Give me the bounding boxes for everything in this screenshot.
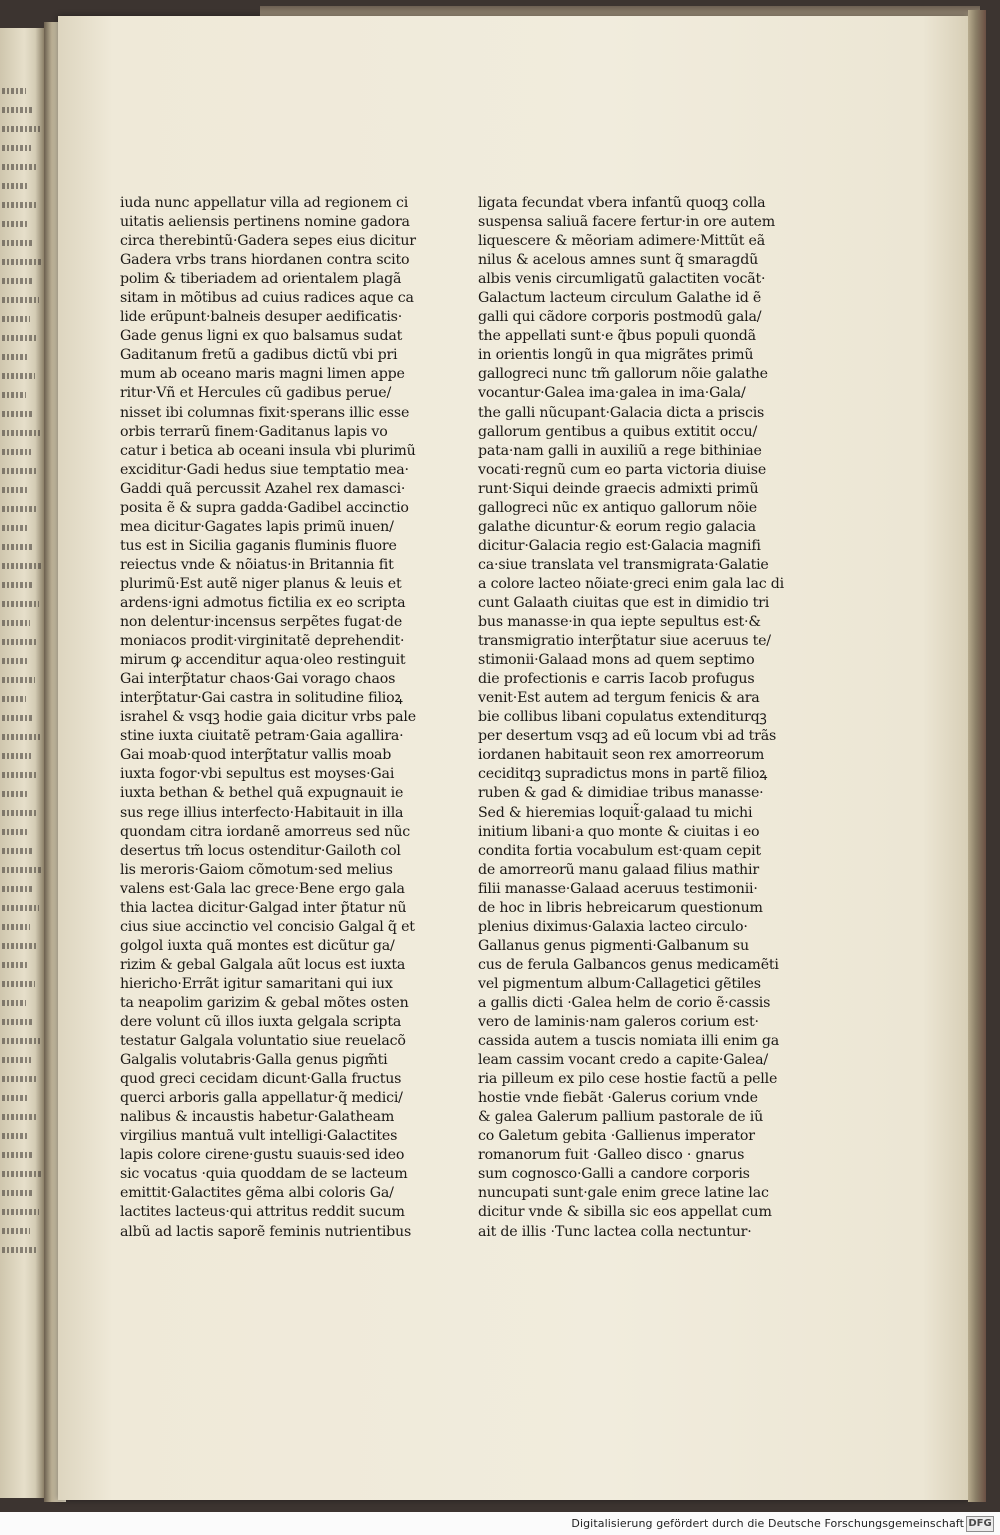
- left-column-line: plurimũ·Est autẽ niger planus & leuis et: [120, 575, 402, 592]
- left-column-line: sitam in mõtibus ad cuius radices aque ca: [120, 290, 414, 307]
- left-column-line: circa therebintũ·Gadera sepes eius dicitur: [120, 233, 416, 250]
- facing-page-text-mark: [2, 373, 35, 379]
- facing-page-text-mark: [2, 411, 33, 417]
- right-column-line: liquescere & mẽoriam adimere·Mittũt eã: [478, 233, 765, 250]
- right-column-line: vocantur·Galea ima·galea in ima·Gala/: [478, 385, 746, 402]
- facing-page-text-mark: [2, 1095, 29, 1101]
- facing-page-text-mark: [2, 487, 29, 493]
- left-column-line: interp̃tatur·Gai castra in solitudine filioꝝ: [120, 690, 403, 707]
- right-column-line: ca·siue translata vel transmigrata·Galatie: [478, 556, 769, 573]
- right-column-line: ait de illis ·Tunc lactea colla nectuntur·: [478, 1223, 752, 1240]
- left-column-line: hiericho·Errãt igitur samaritani qui iux: [120, 975, 393, 992]
- left-column-line: lactites lacteus·qui attritus reddit sucum: [120, 1204, 405, 1221]
- left-column-line: ardens·igni admotus fictilia ex eo scripta: [120, 594, 406, 611]
- facing-page-text-mark: [2, 506, 36, 512]
- left-column-line: rizim & gebal Galgala aũt locus est iuxta: [120, 956, 406, 973]
- facing-page-text-mark: [2, 601, 39, 607]
- left-column-line: quod greci cecidam dicunt·Galla fructus: [120, 1071, 402, 1088]
- facing-page-text-mark: [2, 88, 26, 94]
- facing-page-text-mark: [2, 240, 34, 246]
- right-column-line: dicitur vnde & sibilla sic eos appellat cum: [478, 1204, 772, 1221]
- facing-page-text-mark: [2, 278, 32, 284]
- right-column-line: de hoc in libris hebreicarum questionum: [478, 899, 763, 916]
- facing-page-text-mark: [2, 259, 41, 265]
- left-column-line: polim & tiberiadem ad orientalem plagã: [120, 271, 402, 288]
- left-column-line: lide erũpunt·balneis desuper aedificatis·: [120, 309, 403, 326]
- right-column-line: Sed & hieremias loquit̃·galaad tu michi: [478, 804, 753, 821]
- left-column-line: quondam citra iordanẽ amorreus sed nũc: [120, 823, 411, 840]
- left-column-line: reiectus vnde & nõiatus·in Britannia fit: [120, 556, 394, 573]
- left-column-line: tus est in Sicilia gaganis fluminis fluore: [120, 537, 397, 554]
- right-column-line: transmigratio interp̃tatur siue aceruus te/: [478, 633, 771, 650]
- left-column-line: orbis terrarũ finem·Gaditanus lapis vo: [120, 423, 388, 440]
- facing-page-text-mark: [2, 753, 31, 759]
- left-column-line: Gai moab·quod interp̃tatur vallis moab: [120, 747, 392, 764]
- right-column-line: hostie vnde fiebãt ·Galerus corium vnde: [478, 1090, 758, 1107]
- facing-page-text-mark: [2, 905, 39, 911]
- facing-page-text-mark: [2, 164, 38, 170]
- right-column-line: plenius diximus·Galaxia lacteo circulo·: [478, 918, 748, 935]
- left-column-line: Gai interp̃tatur chaos·Gai vorago chaos: [120, 671, 396, 688]
- facing-page-text-mark: [2, 430, 40, 436]
- facing-page-text-mark: [2, 183, 29, 189]
- right-column-line: bie collibus libani copulatus extenditurqꝫ: [478, 709, 767, 726]
- facing-page-text-mark: [2, 1190, 32, 1196]
- left-column-line: testatur Galgala voluntatio siue reuelacõ: [120, 1033, 406, 1050]
- right-column-line: a gallis dicti ·Galea helm de corio ẽ·cassis: [478, 994, 771, 1011]
- right-column-line: the galli nũcupant·Galacia dicta a priscis: [478, 404, 765, 421]
- left-column-line: lapis colore cirene·gustu suauis·sed ideo: [120, 1147, 405, 1164]
- facing-page-text-mark: [2, 867, 41, 873]
- facing-page-text-mark: [2, 335, 37, 341]
- right-column-line: the appellati sunt·e q̃bus populi quondã: [478, 328, 756, 345]
- facing-page-text-mark: [2, 734, 40, 740]
- facing-page-text-mark: [2, 1019, 33, 1025]
- right-column-line: stimonii·Galaad mons ad quem septimo: [478, 652, 755, 669]
- right-column-line: Galactum lacteum circulum Galathe id ẽ: [478, 290, 762, 307]
- left-column-line: mirum ꝙ accenditur aqua·oleo restinguit: [120, 652, 406, 669]
- right-column-line: in orientis longũ in qua migrãtes primũ: [478, 347, 754, 364]
- right-column-line: die profectionis e carris Iacob profugus: [478, 671, 755, 688]
- facing-page-text-mark: [2, 924, 30, 930]
- facing-page-text-mark: [2, 316, 30, 322]
- facing-page-text-mark: [2, 525, 27, 531]
- right-column-line: cunt Galaath ciuitas que est in dimidio tri: [478, 594, 770, 611]
- facing-page-text-mark: [2, 582, 32, 588]
- left-column-line: Gadera vrbs trans hiordanen contra scito: [120, 252, 410, 269]
- left-column-line: mea dicitur·Gagates lapis primũ inuen/: [120, 518, 394, 535]
- left-column-line: catur i betica ab oceani insula vbi plurimũ: [120, 442, 416, 459]
- left-column-line: Galgalis volutabris·Galla genus pigm̃ti: [120, 1052, 388, 1069]
- right-column-line: iordanen habitauit seon rex amorreorum: [478, 747, 765, 764]
- right-column-line: dicitur·Galacia regio est·Galacia magnifi: [478, 537, 761, 554]
- right-column-line: Gallanus genus pigmenti·Galbanum su: [478, 937, 749, 954]
- right-column-line: gallogreci nũc ex antiquo gallorum nõie: [478, 499, 758, 516]
- page-fore-edge: [968, 10, 986, 1502]
- right-column-line: condita fortia vocabulum est·quam cepit: [478, 842, 761, 859]
- left-column-line: israhel & vsqꝫ hodie gaia dicitur vrbs pale: [120, 709, 416, 726]
- right-column-line: & galea Galerum pallium pastorale de iũ: [478, 1109, 764, 1126]
- left-column-line: lis meroris·Gaiom cõmotum·sed melius: [120, 861, 393, 878]
- left-column-line: Gaddi quã percussit Azahel rex damasci·: [120, 480, 406, 497]
- left-column-line: querci arboris galla appellatur·q̃ medici/: [120, 1090, 403, 1107]
- left-column-line: desertus tm̃ locus ostenditur·Gailoth col: [120, 842, 401, 859]
- facing-page-text-mark: [2, 658, 28, 664]
- right-column-line: bus manasse·in qua iepte sepultus est·&: [478, 614, 761, 631]
- dfg-logo: DFG: [966, 1516, 994, 1532]
- left-column-line: nisset ibi columnas fixit·sperans illic esse: [120, 404, 410, 421]
- facing-page-text-mark: [2, 1247, 37, 1253]
- facing-page-text-mark: [2, 468, 38, 474]
- right-column-line: de amorreorũ manu galaad filius mathir: [478, 861, 759, 878]
- right-column-line: ruben & gad & dimidiae tribus manasse·: [478, 785, 764, 802]
- left-column-line: exciditur·Gadi hedus siue temptatio mea·: [120, 461, 409, 478]
- text-column-left: [120, 194, 445, 1242]
- left-column-line: virgilius mantuã vult intelligi·Galactites: [120, 1128, 398, 1145]
- facing-page-text-mark: [2, 715, 33, 721]
- right-column-line: gallogreci nunc tm̃ gallorum nõie galathe: [478, 366, 768, 383]
- facing-page-text-mark: [2, 1000, 26, 1006]
- facing-page-text-mark: [2, 221, 27, 227]
- right-column-line: initium libani·a quo monte & ciuitas i eo: [478, 823, 760, 840]
- facing-page-text-mark: [2, 563, 41, 569]
- left-column-line: emittit·Galactites gẽma albi coloris Ga/: [120, 1185, 394, 1202]
- right-column-line: albis venis circumligatũ galactiten vocãt·: [478, 271, 766, 288]
- right-column-line: ceciditqꝫ supradictus mons in partẽ filioꝝ: [478, 766, 768, 783]
- right-column-line: runt·Siqui deinde graecis admixti primũ: [478, 480, 759, 497]
- left-column-line: iuda nunc appellatur villa ad regionem ci: [120, 195, 409, 211]
- facing-page-text-mark: [2, 981, 35, 987]
- facing-page-edge: [0, 28, 44, 1498]
- facing-page-text-mark: [2, 1133, 27, 1139]
- facing-page-text-mark: [2, 145, 31, 151]
- right-column-line: co Galetum gebita ·Gallienus imperator: [478, 1128, 755, 1145]
- right-column-line: vero de laminis·nam galeros corium est·: [478, 1014, 759, 1031]
- facing-page-text-mark: [2, 1228, 30, 1234]
- facing-page-text-mark: [2, 639, 37, 645]
- right-column-line: pata·nam galli in auxiliũ a rege bithiniae: [478, 442, 762, 459]
- facing-page-text-mark: [2, 848, 34, 854]
- left-column-line: golgol iuxta quã montes est dicũtur ga/: [120, 937, 395, 954]
- left-column-line: posita ẽ & supra gadda·Gadibel accinctio: [120, 499, 409, 516]
- right-column-line: romanorum fuit ·Galleo disco · gnarus: [478, 1147, 745, 1164]
- right-column-line: gallorum gentibus a quibus extitit occu/: [478, 423, 758, 440]
- left-column-line: sus rege illius interfecto·Habitauit in illa: [120, 804, 404, 821]
- facing-page-text-mark: [2, 1038, 40, 1044]
- left-column-line: albũ ad lactis saporẽ feminis nutrientibus: [120, 1223, 412, 1240]
- facing-page-text-mark: [2, 772, 38, 778]
- facing-page-text-mark: [2, 107, 33, 113]
- facing-page-text-mark: [2, 392, 26, 398]
- right-column-line: leam cassim vocant credo a capite·Galea/: [478, 1052, 768, 1069]
- right-column-line: cassida autem a tuscis nomiata illi enim ga: [478, 1033, 780, 1050]
- left-column-line: ta neapolim garizim & gebal mõtes osten: [120, 994, 409, 1011]
- facing-page-text-mark: [2, 620, 30, 626]
- right-column-line: suspensa saliuã facere fertur·in ore autem: [478, 214, 775, 231]
- book-page: [58, 16, 968, 1500]
- right-column-line: galathe dicuntur·& eorum regio galacia: [478, 518, 756, 535]
- left-column-line: iuxta bethan & bethel quã expugnauit ie: [120, 785, 404, 802]
- left-column-line: ritur·Vñ et Hercules cũ gadibus perue/: [120, 385, 392, 402]
- facing-page-text-mark: [2, 1209, 39, 1215]
- left-column-line: iuxta fogor·vbi sepultus est moyses·Gai: [120, 766, 395, 783]
- facing-page-text-mark: [2, 886, 32, 892]
- left-column-line: thia lactea dicitur·Galgad inter p̃tatur nũ: [120, 899, 407, 916]
- right-column-line: per desertum vsqꝫ ad eũ locum vbi ad trãs: [478, 728, 777, 745]
- facing-page-text-mark: [2, 1114, 36, 1120]
- left-column-line: Gaditanum fretũ a gadibus dictũ vbi pri: [120, 347, 398, 364]
- right-column-line: cus de ferula Galbancos genus medicamẽti: [478, 956, 779, 973]
- right-column-line: nilus & acelous amnes sunt q̃ smaragdũ: [478, 252, 759, 269]
- left-column-line: Gade genus ligni ex quo balsamus sudat: [120, 328, 403, 345]
- facing-page-text-mark: [2, 962, 28, 968]
- footer-credit-text: Digitalisierung gefördert durch die Deutsche Forschungsgemeinschaft: [571, 1517, 964, 1530]
- left-column-line: stine iuxta ciuitatẽ petram·Gaia agallira·: [120, 728, 404, 745]
- facing-page-text-mark: [2, 126, 40, 132]
- right-column-line: vocati·regnũ cum eo parta victoria diuise: [478, 461, 767, 478]
- facing-page-text-mark: [2, 1076, 38, 1082]
- left-column-line: mum ab oceano maris magni limen appe: [120, 366, 405, 383]
- facing-page-text-mark: [2, 829, 27, 835]
- left-column-line: dere volunt cũ illos iuxta gelgala scripta: [120, 1014, 402, 1031]
- facing-page-text-mark: [2, 202, 36, 208]
- facing-page-text-mark: [2, 354, 28, 360]
- left-column-line: sic vocatus ·quia quoddam de se lacteum: [120, 1166, 408, 1183]
- right-column-line: ligata fecundat vbera infantũ quoqꝫ colla: [478, 195, 766, 211]
- right-column-line: nuncupati sunt·gale enim grece latine lac: [478, 1185, 769, 1202]
- right-column-line: ria pilleum ex pilo cese hostie factũ a pelle: [478, 1071, 778, 1088]
- left-column-line: moniacos prodit·virginitatẽ deprehendit·: [120, 633, 405, 650]
- left-column-line: cius siue accinctio vel concisio Galgal q̃ et: [120, 918, 415, 935]
- left-column-line: nalibus & incaustis habetur·Galatheam: [120, 1109, 395, 1126]
- text-column-right: [478, 194, 798, 1242]
- facing-page-text-mark: [2, 1171, 41, 1177]
- left-column-line: uitatis aeliensis pertinens nomine gadora: [120, 214, 410, 231]
- left-column-line: non delentur·incensus serpẽtes fugat·de: [120, 614, 403, 631]
- facing-page-text-mark: [2, 1057, 31, 1063]
- right-column-line: galli qui cãdore corporis postmodũ gala/: [478, 309, 762, 326]
- facing-page-text-mark: [2, 810, 36, 816]
- facing-page-text-mark: [2, 791, 29, 797]
- digitization-footer: [0, 1512, 1000, 1535]
- right-column-line: filii manasse·Galaad aceruus testimonii·: [478, 880, 758, 897]
- facing-page-text-mark: [2, 544, 34, 550]
- facing-page-text-mark: [2, 1152, 34, 1158]
- facing-page-text-mark: [2, 449, 31, 455]
- right-column-line: a colore lacteo nõiate·greci enim gala lac di: [478, 575, 785, 592]
- right-column-line: vel pigmentum album·Callagetici gẽtiles: [478, 975, 761, 992]
- right-column-line: sum cognosco·Galli a candore corporis: [478, 1166, 750, 1183]
- facing-page-text-mark: [2, 677, 35, 683]
- facing-page-text-mark: [2, 696, 26, 702]
- facing-page-text-mark: [2, 943, 37, 949]
- left-column-line: valens est·Gala lac grece·Bene ergo gala: [120, 880, 405, 897]
- right-column-line: venit·Est autem ad tergum fenicis & ara: [478, 690, 760, 707]
- facing-page-text-mark: [2, 297, 39, 303]
